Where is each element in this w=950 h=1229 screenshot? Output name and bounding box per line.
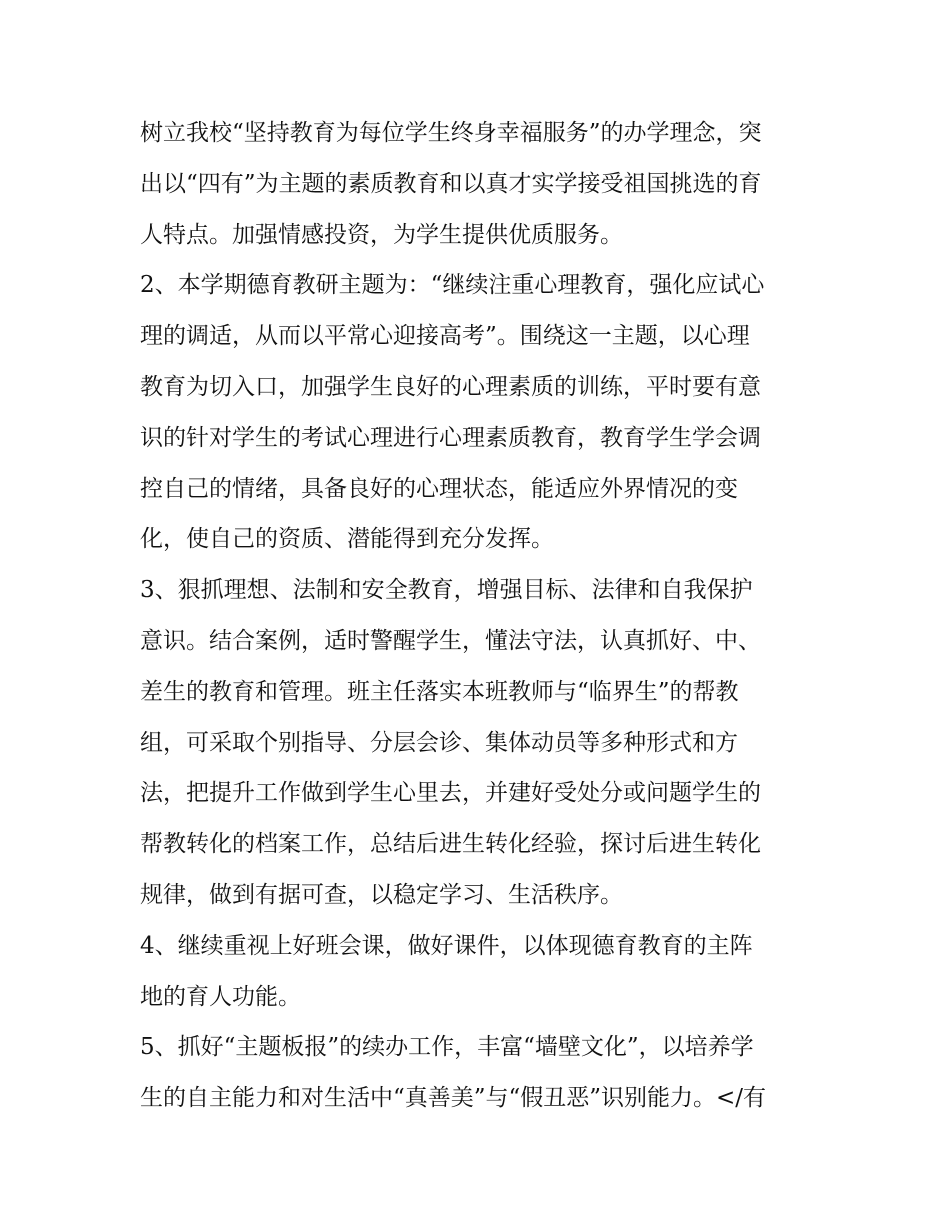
text-line: 法，把提升工作做到学生心里去，并建好受处分或问题学生的 [140, 780, 761, 807]
text-line: 识的针对学生的考试心理进行心理素质教育，教育学生学会调 [140, 424, 761, 451]
text-line: 教育为切入口，加强学生良好的心理素质的训练，平时要有意 [140, 373, 761, 400]
text-line: 人特点。加强情感投资，为学生提供优质服务。 [140, 221, 623, 248]
text-line: 化，使自己的资质、潜能得到充分发挥。 [140, 526, 554, 553]
text-line: 5、抓好“主题板报”的续办工作，丰富“墙壁文化”，以培养学 [140, 1034, 754, 1061]
text-line: 出以“四有”为主题的素质教育和以真才实学接受祖国挑选的育 [140, 170, 762, 197]
text-line: 意识。结合案例，适时警醒学生，懂法守法，认真抓好、中、 [140, 627, 761, 654]
text-line: 组，可采取个别指导、分层会诊、集体动员等多种形式和方 [140, 729, 738, 756]
text-line: 地的育人功能。 [140, 983, 301, 1010]
text-line: 控自己的情绪，具备良好的心理状态，能适应外界情况的变 [140, 475, 738, 502]
text-line: 规律，做到有据可查，以稳定学习、生活秩序。 [140, 881, 623, 908]
text-line: 差生的教育和管理。班主任落实本班教师与“临界生”的帮教 [140, 678, 739, 705]
text-line: 树立我校“坚持教育为每位学生终身幸福服务”的办学理念，突 [140, 120, 762, 146]
text-line: 生的自主能力和对生活中“真善美”与“假丑恶”识别能力。</有 [140, 1085, 767, 1112]
text-line: 3、狠抓理想、法制和安全教育，增强目标、法律和自我保护 [140, 577, 753, 604]
text-line: 4、继续重视上好班会课，做好课件，以体现德育教育的主阵 [140, 932, 753, 959]
text-line: 帮教转化的档案工作，总结后进生转化经验，探讨后进生转化 [140, 831, 761, 858]
document-body [140, 108, 830, 1124]
text-line: 2、本学期德育教研主题为：“继续注重心理教育，强化应试心 [140, 272, 765, 299]
text-line: 理的调适，从而以平常心迎接高考”。围绕这一主题，以心理 [140, 323, 750, 350]
